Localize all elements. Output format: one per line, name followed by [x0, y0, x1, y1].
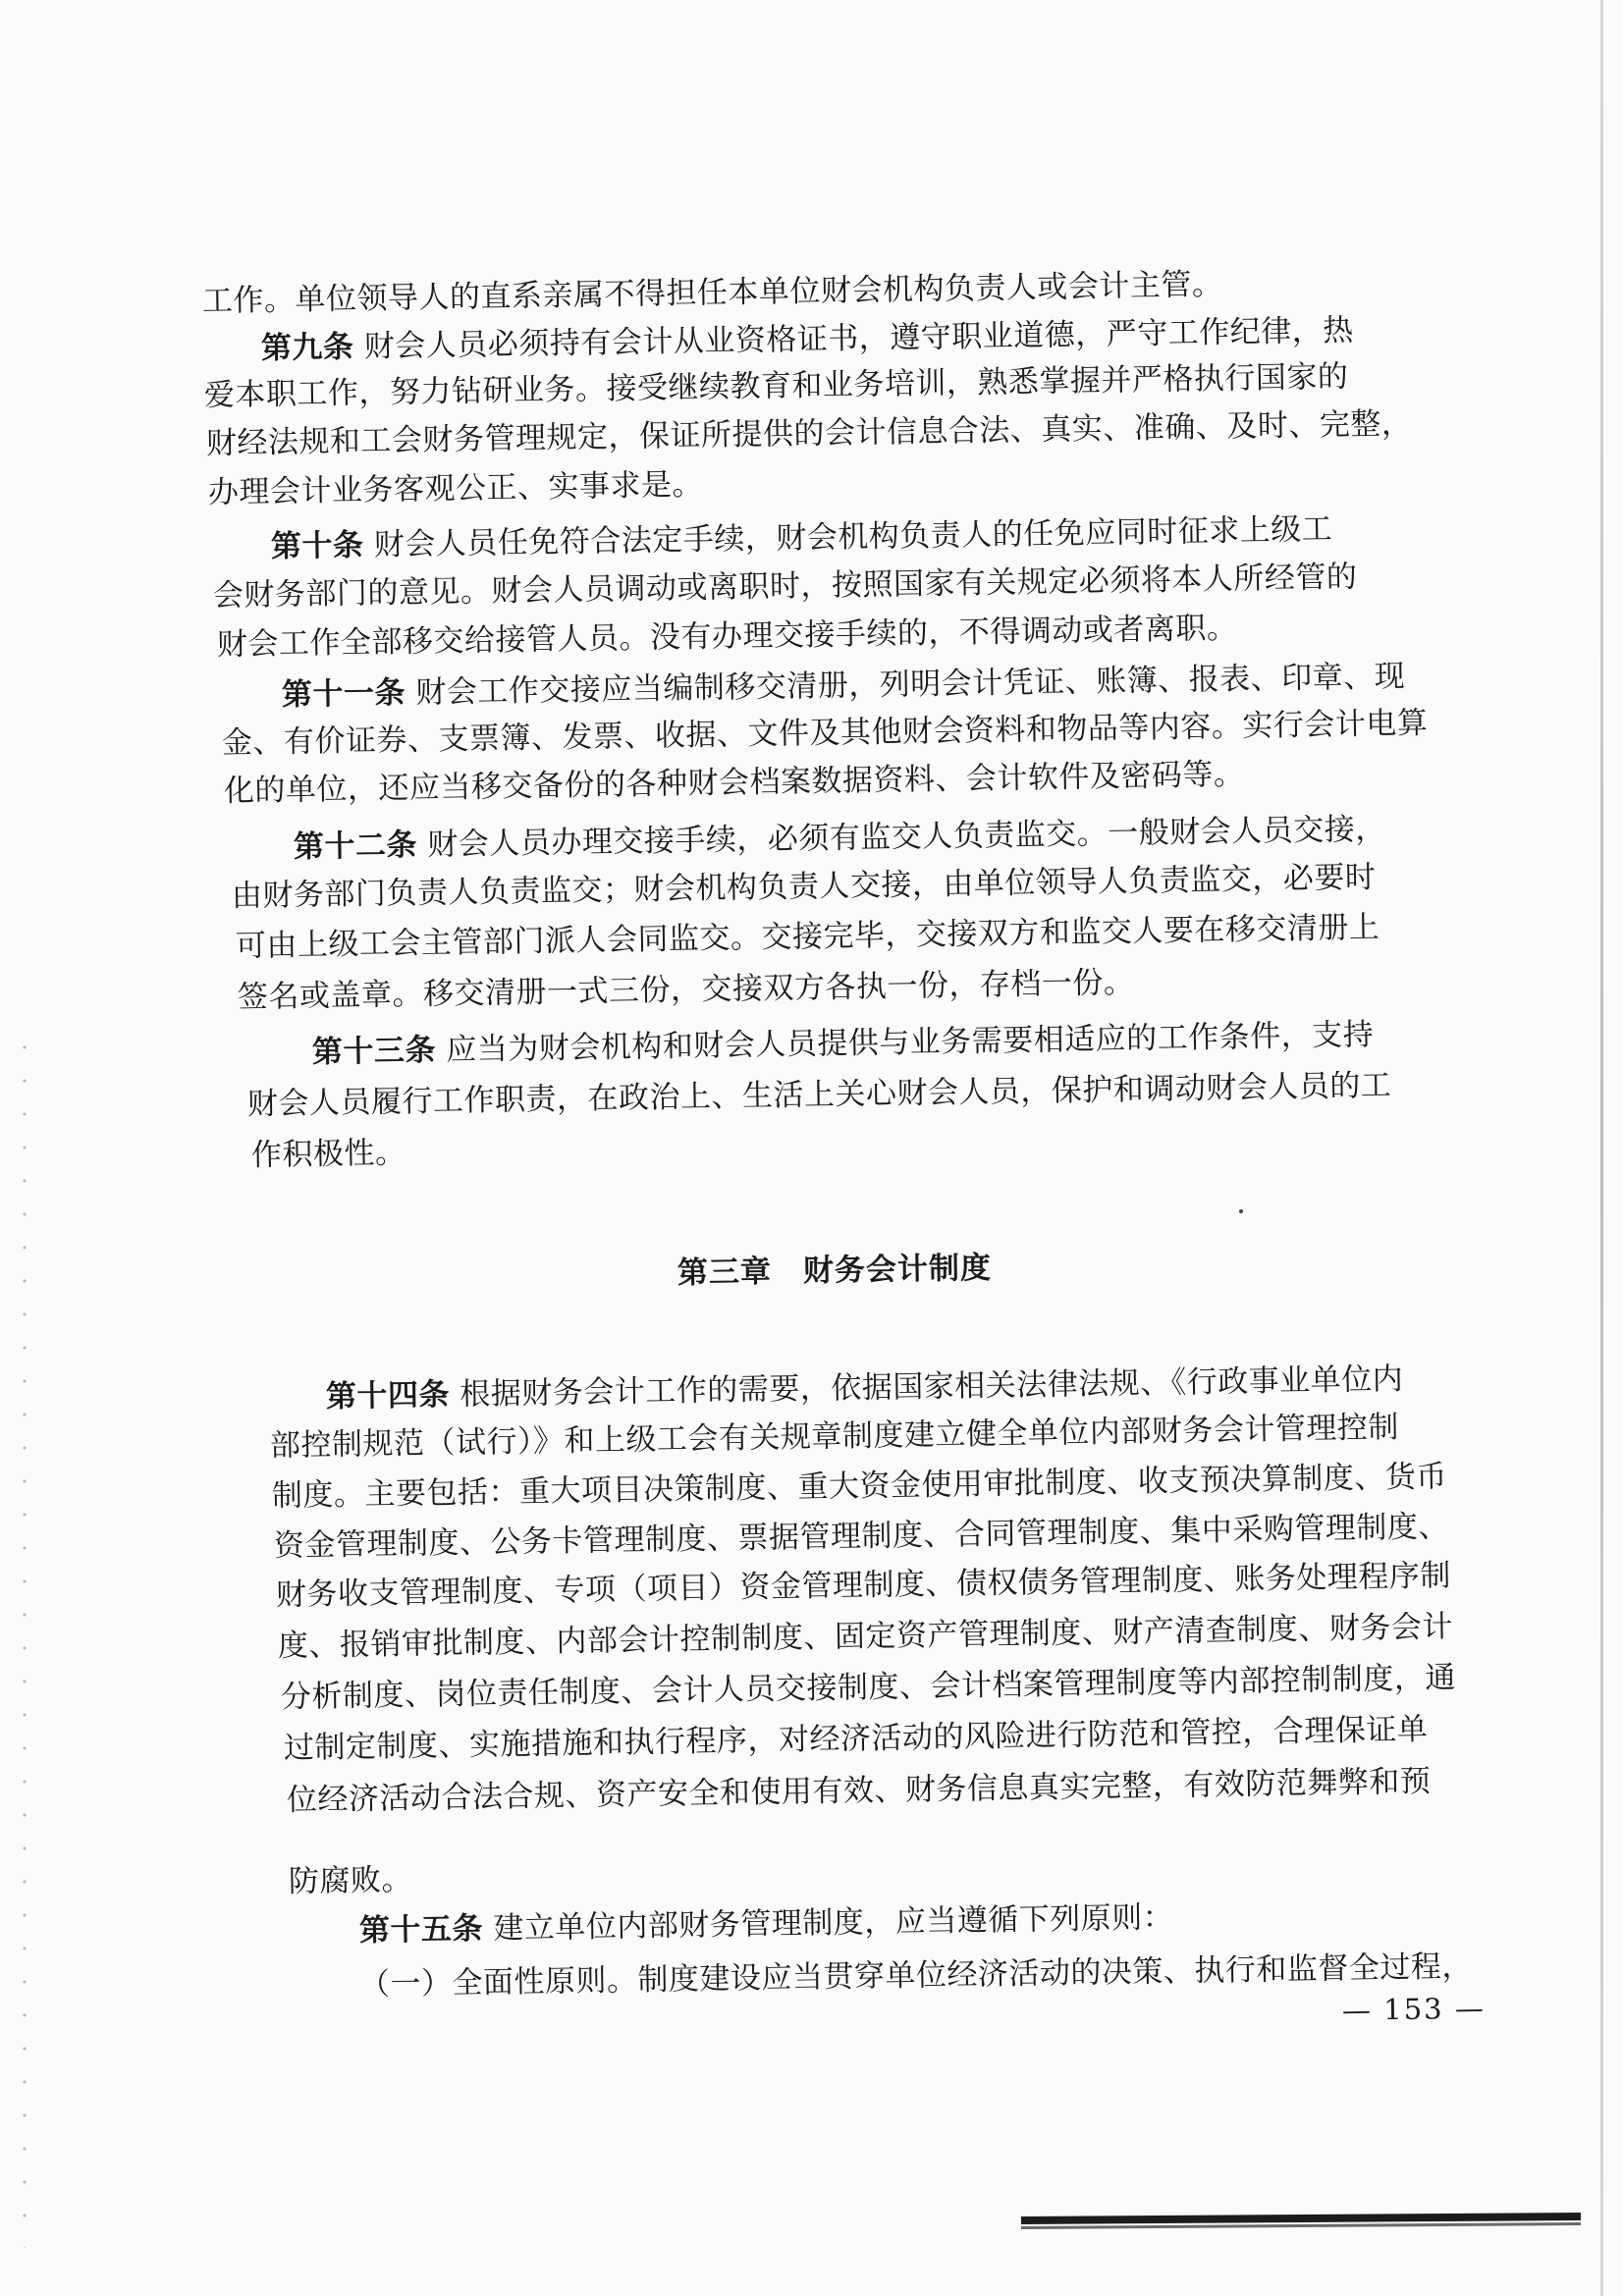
- text-line: 财会人员履行工作职责，在政治上、生活上关心财会人员，保护和调动财会人员的工: [246, 1067, 1392, 1122]
- text-line: 财会工作全部移交给接管人员。没有办理交接手续的，不得调动或者离职。: [216, 610, 1238, 663]
- scan-edge: [1600, 0, 1603, 2296]
- text-line: 第十三条 应当为财会机构和财会人员提供与业务需要相适应的工作条件，支持: [311, 1017, 1375, 1070]
- text-line: 财经法规和工会财务管理规定，保证所提供的会计信息合法、真实、准确、及时、完整，: [205, 405, 1413, 461]
- text-line: 可由上级工会主管部门派人会同监交。交接完毕，交接双方和监交人要在移交清册上: [235, 909, 1380, 964]
- article-label: 第十一条: [281, 674, 406, 713]
- article-label: 第九条: [260, 329, 354, 366]
- article-label: 第十二条: [293, 827, 418, 865]
- binding-holes: [22, 1031, 27, 2248]
- text-line: 第十一条 财会工作交接应当编制移交清册，列明会计凭证、账簿、报表、印章、现: [281, 659, 1406, 713]
- article-label: 第十条: [270, 527, 364, 564]
- text-line: 位经济活动合法合规、资产安全和使用有效、财务信息真实完整，有效防范舞弊和预: [286, 1763, 1432, 1818]
- page-number: — 153 —: [1341, 1991, 1487, 2027]
- chapter-heading: 第三章 财务会计制度: [676, 1250, 993, 1291]
- text-line: 作积极性。: [250, 1135, 406, 1173]
- text-line: 会财务部门的意见。财会人员调动或离职时，按照国家有关规定必须将本人所经管的: [212, 559, 1358, 614]
- text-line: 签名或盖章。移交清册一式三份，交接双方各执一份，存档一份。: [237, 964, 1135, 1015]
- article-label: 第十三条: [311, 1032, 437, 1070]
- text-line: 第十条 财会人员任免符合法定手续，财会机构负责人的任免应同时征求上级工: [270, 511, 1333, 564]
- text-line: 财务收支管理制度、专项（项目）资金管理制度、债权债务管理制度、账务处理程序制: [275, 1558, 1452, 1613]
- text-line: 部控制规范（试行）》和上级工会有关规章制度建立健全单位内部财务会计管理控制: [269, 1409, 1400, 1464]
- text-line: 爱本职工作，努力钻研业务。接受继续教育和业务培训，熟悉掌握并严格执行国家的: [203, 358, 1349, 413]
- text-line: 第十四条 根据财务会计工作的需要，依据国家相关法律法规、《行政事业单位内: [325, 1361, 1404, 1415]
- text-line: 制度。主要包括：重大项目决策制度、重大资金使用审批制度、收支预决算制度、货币: [271, 1459, 1448, 1514]
- text-line: 化的单位，还应当移交备份的各种财会档案数据资料、会计软件及密码等。: [223, 756, 1245, 809]
- article-label: 第十四条: [325, 1376, 451, 1415]
- scan-speck: [1239, 1209, 1243, 1213]
- text-line: 第十五条 建立单位内部财务管理制度，应当遵循下列原则：: [358, 1899, 1174, 1949]
- text-line: 第九条 财会人员必须持有会计从业资格证书，遵守职业道德，严守工作纪律，热: [260, 312, 1355, 366]
- text-line: 由财务部门负责人负责监交；财会机构负责人交接，由单位领导人负责监交，必要时: [231, 859, 1377, 914]
- text-line: 度、报销审批制度、内部会计控制制度、固定资产管理制度、财产清查制度、财务会计: [277, 1609, 1454, 1664]
- text-line: 过制定制度、实施措施和执行程序，对经济活动的风险进行防范和管控，合理保证单: [283, 1711, 1429, 1766]
- text-line: 分析制度、岗位责任制度、会计人员交接制度、会计档案管理制度等内部控制制度，通: [280, 1660, 1457, 1715]
- text-line: 金、有价证券、支票簿、发票、收据、文件及其他财会资料和物品等内容。实行会计电算: [221, 705, 1429, 761]
- text-line: 防腐败。: [288, 1861, 413, 1899]
- text-line: 工作。单位领导人的直系亲属不得担任本单位财会机构负责人或会计主管。: [201, 266, 1223, 319]
- text-line: 资金管理制度、公务卡管理制度、票据管理制度、合同管理制度、集中采购管理制度、: [273, 1509, 1450, 1564]
- text-line: （一）全面性原则。制度建设应当贯穿单位经济活动的决策、执行和监督全过程，: [358, 1949, 1474, 2002]
- text-line: 办理会计业务客观公正、实事求是。: [207, 466, 704, 510]
- text-line: 第十二条 财会人员办理交接手续，必须有监交人负责监交。一般财会人员交接，: [293, 811, 1387, 865]
- article-label: 第十五条: [358, 1910, 484, 1949]
